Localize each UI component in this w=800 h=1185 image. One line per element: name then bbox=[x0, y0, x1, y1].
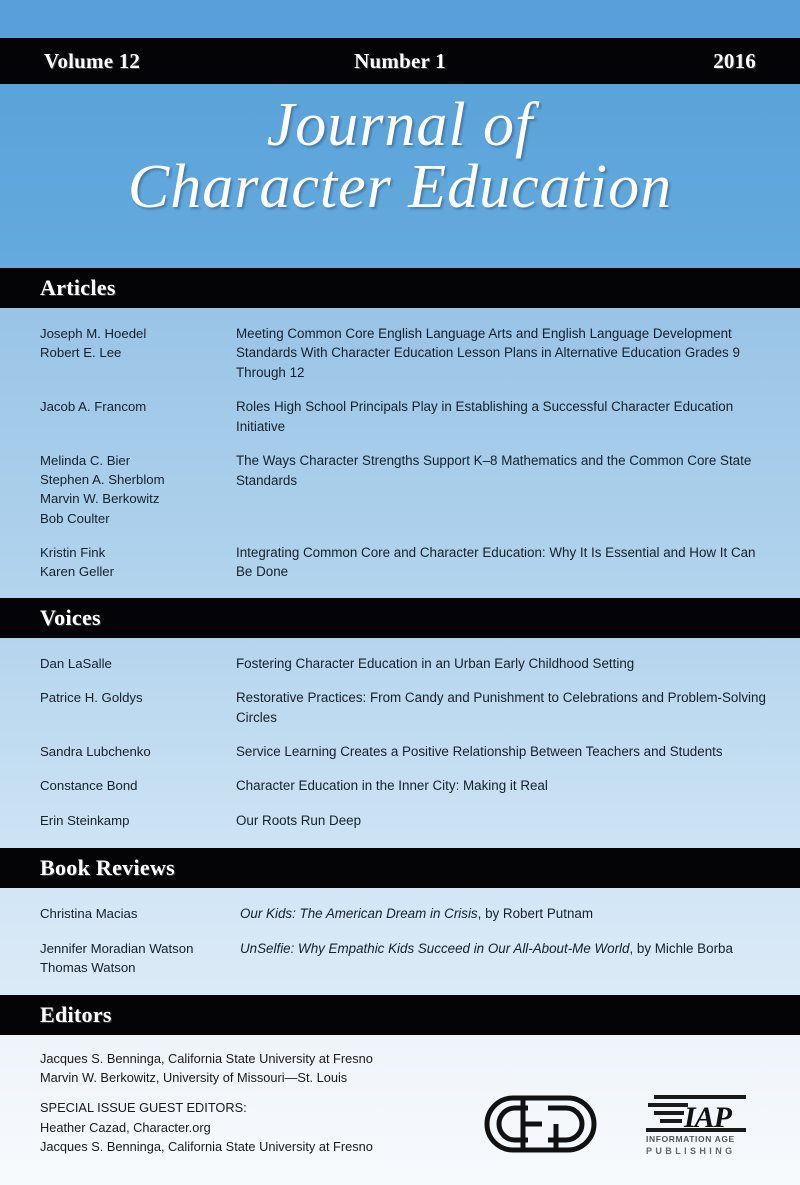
entry-authors bbox=[40, 776, 236, 795]
entry-authors bbox=[40, 939, 240, 977]
section-header-articles bbox=[0, 268, 800, 308]
issue-bar bbox=[0, 38, 800, 84]
entry-title: Meeting Common Core English Language Arts and English Language Development Standards With Character Education Lesson Plans in Alternative Education Grades 9 Through 12 bbox=[236, 326, 740, 380]
entry-title: Fostering Character Education in an Urban Early Childhood Setting bbox=[236, 655, 635, 671]
author-name: Kristin Fink bbox=[40, 544, 106, 560]
journal-title bbox=[0, 91, 800, 222]
author-name: Bob Coulter bbox=[40, 510, 110, 526]
entry-title: Restorative Practices: From Candy and Punishment to Celebrations and Problem-Solving Circles bbox=[236, 690, 766, 725]
entry-title: Our Roots Run Deep bbox=[236, 812, 362, 828]
author-name: Patrice H. Goldys bbox=[40, 690, 143, 706]
journal-title-line2: Character Education bbox=[127, 153, 673, 222]
author-name: Jacob A. Francom bbox=[40, 399, 147, 415]
section-label-book-reviews: Book Reviews bbox=[40, 855, 175, 881]
book-byline: , by Robert Putnam bbox=[477, 906, 593, 922]
section-header-voices bbox=[0, 598, 800, 638]
cep-logo bbox=[482, 1093, 604, 1155]
voices-list bbox=[0, 638, 800, 849]
publisher-logos bbox=[482, 1091, 760, 1157]
entry-title bbox=[240, 939, 766, 958]
author-name: Dan LaSalle bbox=[40, 655, 112, 671]
toc-entry[interactable] bbox=[40, 811, 766, 830]
entry-title bbox=[240, 904, 766, 923]
entry-authors bbox=[40, 451, 236, 528]
entry-authors bbox=[40, 904, 240, 923]
toc-entry[interactable] bbox=[40, 543, 766, 582]
section-header-book-reviews bbox=[0, 848, 800, 888]
number-label: Number 1 bbox=[354, 48, 446, 73]
entry-title: The Ways Character Strengths Support K–8 Mathematics and the Common Core State Standards bbox=[236, 453, 752, 488]
author-name: Thomas Watson bbox=[40, 959, 136, 975]
author-name: Karen Geller bbox=[40, 563, 115, 579]
author-name: Marvin W. Berkowitz bbox=[40, 491, 160, 507]
section-label-editors: Editors bbox=[40, 1001, 112, 1027]
author-name: Erin Steinkamp bbox=[40, 812, 130, 828]
author-name: Joseph M. Hoedel bbox=[40, 326, 147, 341]
book-byline: , by Michle Borba bbox=[629, 940, 733, 956]
entry-authors bbox=[40, 324, 236, 362]
entry-authors bbox=[40, 654, 236, 673]
masthead bbox=[0, 0, 800, 268]
book-title: UnSelfie: Why Empathic Kids Succeed in Our All-About-Me World bbox=[240, 940, 630, 956]
section-label-voices: Voices bbox=[40, 604, 101, 630]
author-name: Robert E. Lee bbox=[40, 345, 122, 361]
guest-editor-line: Jacques S. Benninga, California State University at Fresno bbox=[40, 1138, 373, 1154]
svg-text:PUBLISHING: PUBLISHING bbox=[646, 1145, 736, 1156]
guest-editors-heading: SPECIAL ISSUE GUEST EDITORS: bbox=[40, 1100, 247, 1116]
author-name: Melinda C. Bier bbox=[40, 453, 131, 469]
entry-authors bbox=[40, 397, 236, 416]
toc-entry[interactable] bbox=[40, 451, 766, 528]
author-name: Constance Bond bbox=[40, 778, 138, 794]
book-title: Our Kids: The American Dream in Crisis bbox=[240, 906, 478, 922]
guest-editor-line: Heather Cazad, Character.org bbox=[40, 1119, 211, 1135]
toc-entry[interactable] bbox=[40, 742, 766, 761]
author-name: Christina Macias bbox=[40, 906, 138, 922]
toc-entry[interactable] bbox=[40, 688, 766, 727]
entry-authors bbox=[40, 742, 236, 761]
section-header-editors bbox=[0, 995, 800, 1035]
entry-title: Integrating Common Core and Character Education: Why It Is Essential and How It Can Be Done bbox=[236, 544, 756, 580]
section-label-articles: Articles bbox=[40, 275, 116, 300]
toc-entry[interactable] bbox=[40, 324, 766, 382]
author-name: Jennifer Moradian Watson bbox=[40, 940, 194, 956]
entry-authors bbox=[40, 688, 236, 707]
entry-title: Service Learning Creates a Positive Relationship Between Teachers and Students bbox=[236, 743, 723, 759]
author-name: Sandra Lubchenko bbox=[40, 743, 151, 759]
editor-line: Jacques S. Benninga, California State University at Fresno bbox=[40, 1050, 373, 1066]
iap-logo bbox=[640, 1091, 760, 1157]
svg-text:IAP: IAP bbox=[684, 1100, 732, 1134]
book-reviews-list bbox=[0, 888, 800, 995]
toc-entry[interactable] bbox=[40, 397, 766, 436]
editor-line: Marvin W. Berkowitz, University of Missouri—St. Louis bbox=[40, 1070, 348, 1086]
author-name: Stephen A. Sherblom bbox=[40, 472, 165, 488]
entry-authors bbox=[40, 811, 236, 830]
toc-entry[interactable] bbox=[40, 654, 766, 673]
entry-title: Character Education in the Inner City: Making it Real bbox=[236, 778, 548, 794]
svg-text:INFORMATION AGE: INFORMATION AGE bbox=[646, 1133, 735, 1144]
table-of-contents bbox=[0, 268, 800, 1185]
articles-list bbox=[0, 308, 800, 598]
entry-authors bbox=[40, 543, 236, 581]
editors-block bbox=[0, 1035, 800, 1185]
toc-entry[interactable] bbox=[40, 939, 766, 977]
volume-label: Volume 12 bbox=[44, 48, 141, 73]
year-label: 2016 bbox=[713, 48, 756, 73]
journal-title-line1: Journal of bbox=[266, 91, 534, 159]
entry-title: Roles High School Principals Play in Establishing a Successful Character Education Initiative bbox=[236, 399, 734, 434]
toc-entry[interactable] bbox=[40, 904, 766, 923]
toc-entry[interactable] bbox=[40, 776, 766, 795]
